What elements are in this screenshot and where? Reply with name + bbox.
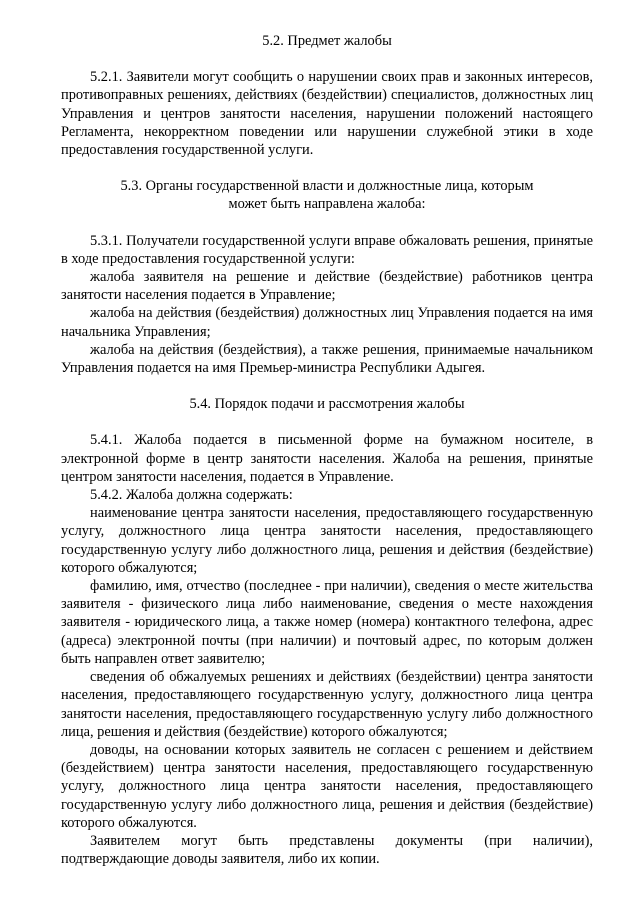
document-page xyxy=(61,32,593,868)
paragraph-5-2-1: 5.2.1. Заявители могут сообщить о нарушении своих прав и законных интересов, противоправных решениях, действиях (бездействии) специалистов, должностных лиц Управления и центров занятости населения, нарушении положений настоящего Регламента, некорректном поведении или нарушении служебной этики в ходе предоставления государственной услуги. xyxy=(61,69,593,159)
paragraph-documents: Заявителем могут быть представлены документы (при наличии), подтверждающие доводы заявителя, либо их копии. xyxy=(61,832,593,868)
paragraph-5-4-1: 5.4.1. Жалоба подается в письменной форме на бумажном носителе, в электронной форме в центр занятости населения. Жалоба на решения, принятые центром занятости населения, подается в Управление. xyxy=(61,432,593,485)
paragraph-requirement-name: наименование центра занятости населения, предоставляющего государственную услугу, должностного лица центра занятости населения, предоставляющего государственную услугу либо должностного лица, решения и действия (бездействие) которого обжалуются; xyxy=(61,505,593,576)
spacer xyxy=(61,377,593,395)
section-heading-5-4: 5.4. Порядок подачи и рассмотрения жалобы xyxy=(189,396,465,413)
paragraph-complaint-head: жалоба на действия (бездействия), а также решения, принимаемые начальником Управления подается на имя Премьер-министра Республики Адыгея. xyxy=(61,341,593,377)
paragraph-requirement-arguments: доводы, на основании которых заявитель не согласен с решением и действием (бездействием) центра занятости населения, предоставляющего государственную услугу, должностного лица центра занятости населения, предоставляющего государственную услугу либо должностного лица, решения и действия (бездействие) которого обжалуются. xyxy=(61,741,593,831)
spacer xyxy=(61,214,593,232)
paragraph-5-4-2: 5.4.2. Жалоба должна содержать: xyxy=(90,487,293,504)
spacer xyxy=(61,50,593,68)
section-heading-5-3: 5.3. Органы государственной власти и должностные лица, которым может быть направлена жалоба: xyxy=(120,178,534,213)
paragraph-5-3-1: 5.3.1. Получатели государственной услуги вправе обжаловать решения, принятые в ходе предоставления государственной услуги: xyxy=(61,232,593,267)
paragraph-requirement-applicant: фамилию, имя, отчество (последнее - при наличии), сведения о месте жительства заявителя - физического лица либо наименование, сведения о месте нахождения заявителя - юридического лица, а также номер (номера) контактного телефона, адрес (адреса) электронной почты (при наличии) и почтовый адрес, по которым должен быть направлен ответ заявителю; xyxy=(61,578,593,667)
paragraph-complaint-center: жалоба заявителя на решение и действие (бездействие) работников центра занятости населения подается в Управление; xyxy=(61,269,593,304)
spacer xyxy=(61,159,593,177)
spacer xyxy=(61,413,593,431)
paragraph-complaint-officials: жалоба на действия (бездействия) должностных лиц Управления подается на имя начальника Управления; xyxy=(61,305,593,340)
paragraph-requirement-decisions: сведения об обжалуемых решениях и действиях (бездействии) центра занятости населения, предоставляющего государственную услугу, должностного лица центра занятости населения, предоставляющего государственную услугу либо должностного лица, решения и действия (бездействие) которого обжалуются; xyxy=(61,669,593,740)
section-heading-5-2: 5.2. Предмет жалобы xyxy=(262,33,392,49)
